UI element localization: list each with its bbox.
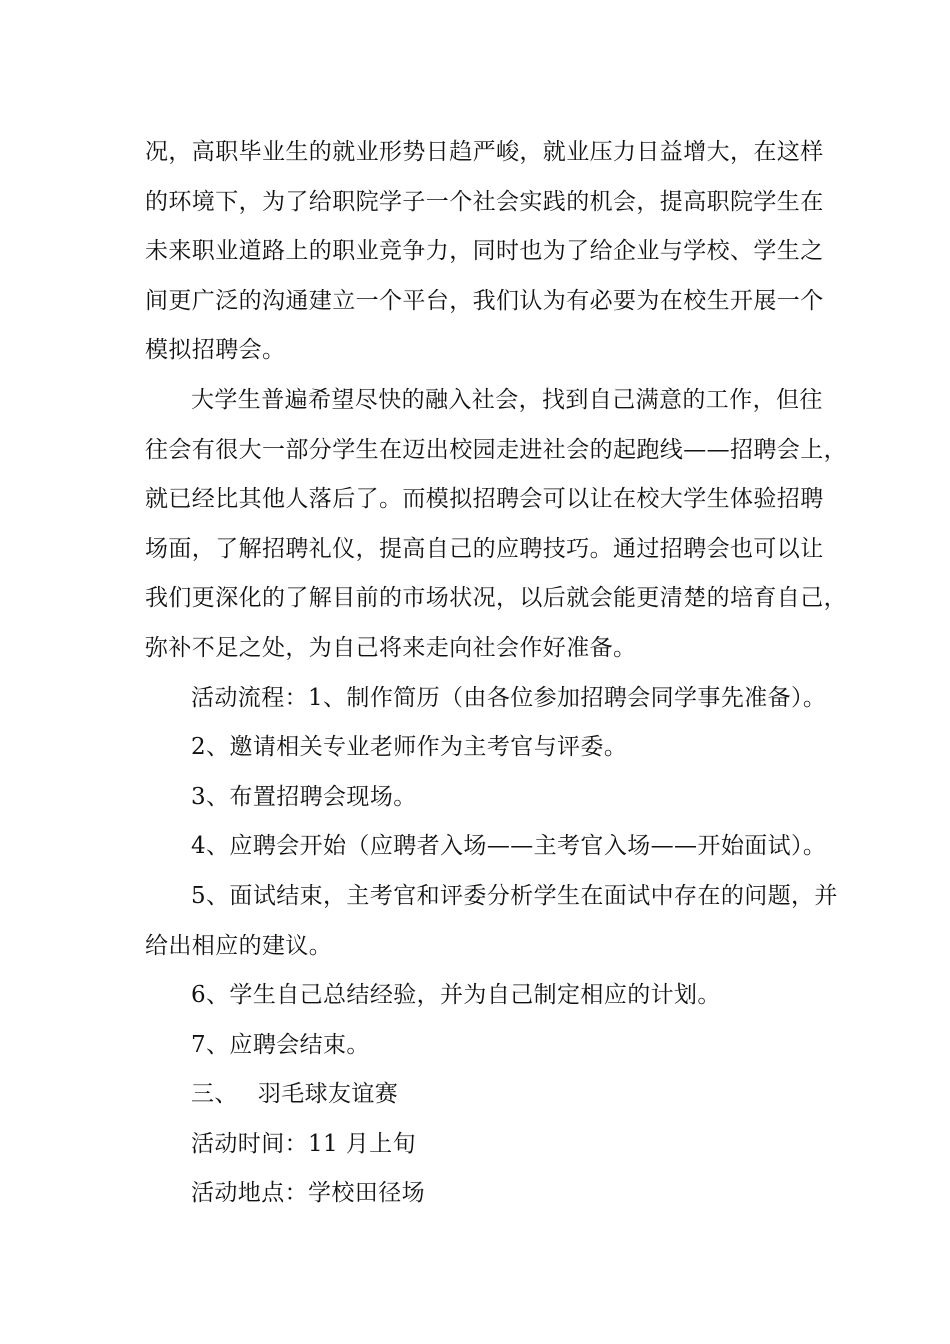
- section-title: 羽毛球友谊赛: [257, 1081, 399, 1108]
- text-line: 大学生普遍希望尽快的融入社会，找到自己满意的工作，但往: [191, 386, 823, 413]
- section-heading: [145, 1070, 810, 1120]
- process-step-4: 4、应聘会开始（应聘者入场——主考官入场——开始面试）。: [191, 833, 827, 860]
- text-line: 往会有很大一部分学生在迈出校园走进社会的起跑线——招聘会上，: [145, 436, 847, 463]
- process-step-5: 5、面试结束，主考官和评委分析学生在面试中存在的问题，并: [191, 882, 838, 909]
- section-number: 三、: [191, 1081, 238, 1108]
- activity-location: 活动地点：学校田径场: [191, 1180, 425, 1207]
- section-badminton: [145, 1070, 810, 1219]
- text-line: 未来职业道路上的职业竞争力，同时也为了给企业与学校、学生之: [145, 238, 824, 265]
- activity-time: 活动时间：11 月上旬: [191, 1130, 416, 1157]
- document-body: [145, 128, 847, 1219]
- text-line: 弥补不足之处，为自己将来走向社会作好准备。: [145, 634, 637, 661]
- text-line: 模拟招聘会。: [145, 337, 286, 364]
- process-step-3: 3、布置招聘会现场。: [191, 783, 417, 810]
- text-line: 就已经比其他人落后了。而模拟招聘会可以让在校大学生体验招聘: [145, 486, 824, 513]
- process-step-2: 2、邀请相关专业老师作为主考官与评委。: [191, 734, 628, 761]
- text-line: 我们更深化的了解目前的市场状况，以后就会能更清楚的培育自己，: [145, 585, 847, 612]
- text-line: 的环境下，为了给职院学子一个社会实践的机会，提高职院学生在: [145, 188, 824, 215]
- activity-process: [145, 674, 838, 1071]
- text-line: 场面，了解招聘礼仪，提高自己的应聘技巧。通过招聘会也可以让: [145, 535, 824, 562]
- paragraph-students-hope: [145, 376, 847, 674]
- process-step-7: 7、应聘会结束。: [191, 1031, 370, 1058]
- process-step-5-continued: 给出相应的建议。: [145, 932, 333, 959]
- process-step-1: 活动流程：1、制作简历（由各位参加招聘会同学事先准备）。: [191, 684, 827, 711]
- process-step-6: 6、学生自己总结经验，并为自己制定相应的计划。: [191, 982, 721, 1009]
- text-line: 况，高职毕业生的就业形势日趋严峻，就业压力日益增大，在这样: [145, 139, 824, 165]
- text-line: 间更广泛的沟通建立一个平台，我们认为有必要为在校生开展一个: [145, 287, 824, 314]
- paragraph-job-situation: [145, 128, 824, 376]
